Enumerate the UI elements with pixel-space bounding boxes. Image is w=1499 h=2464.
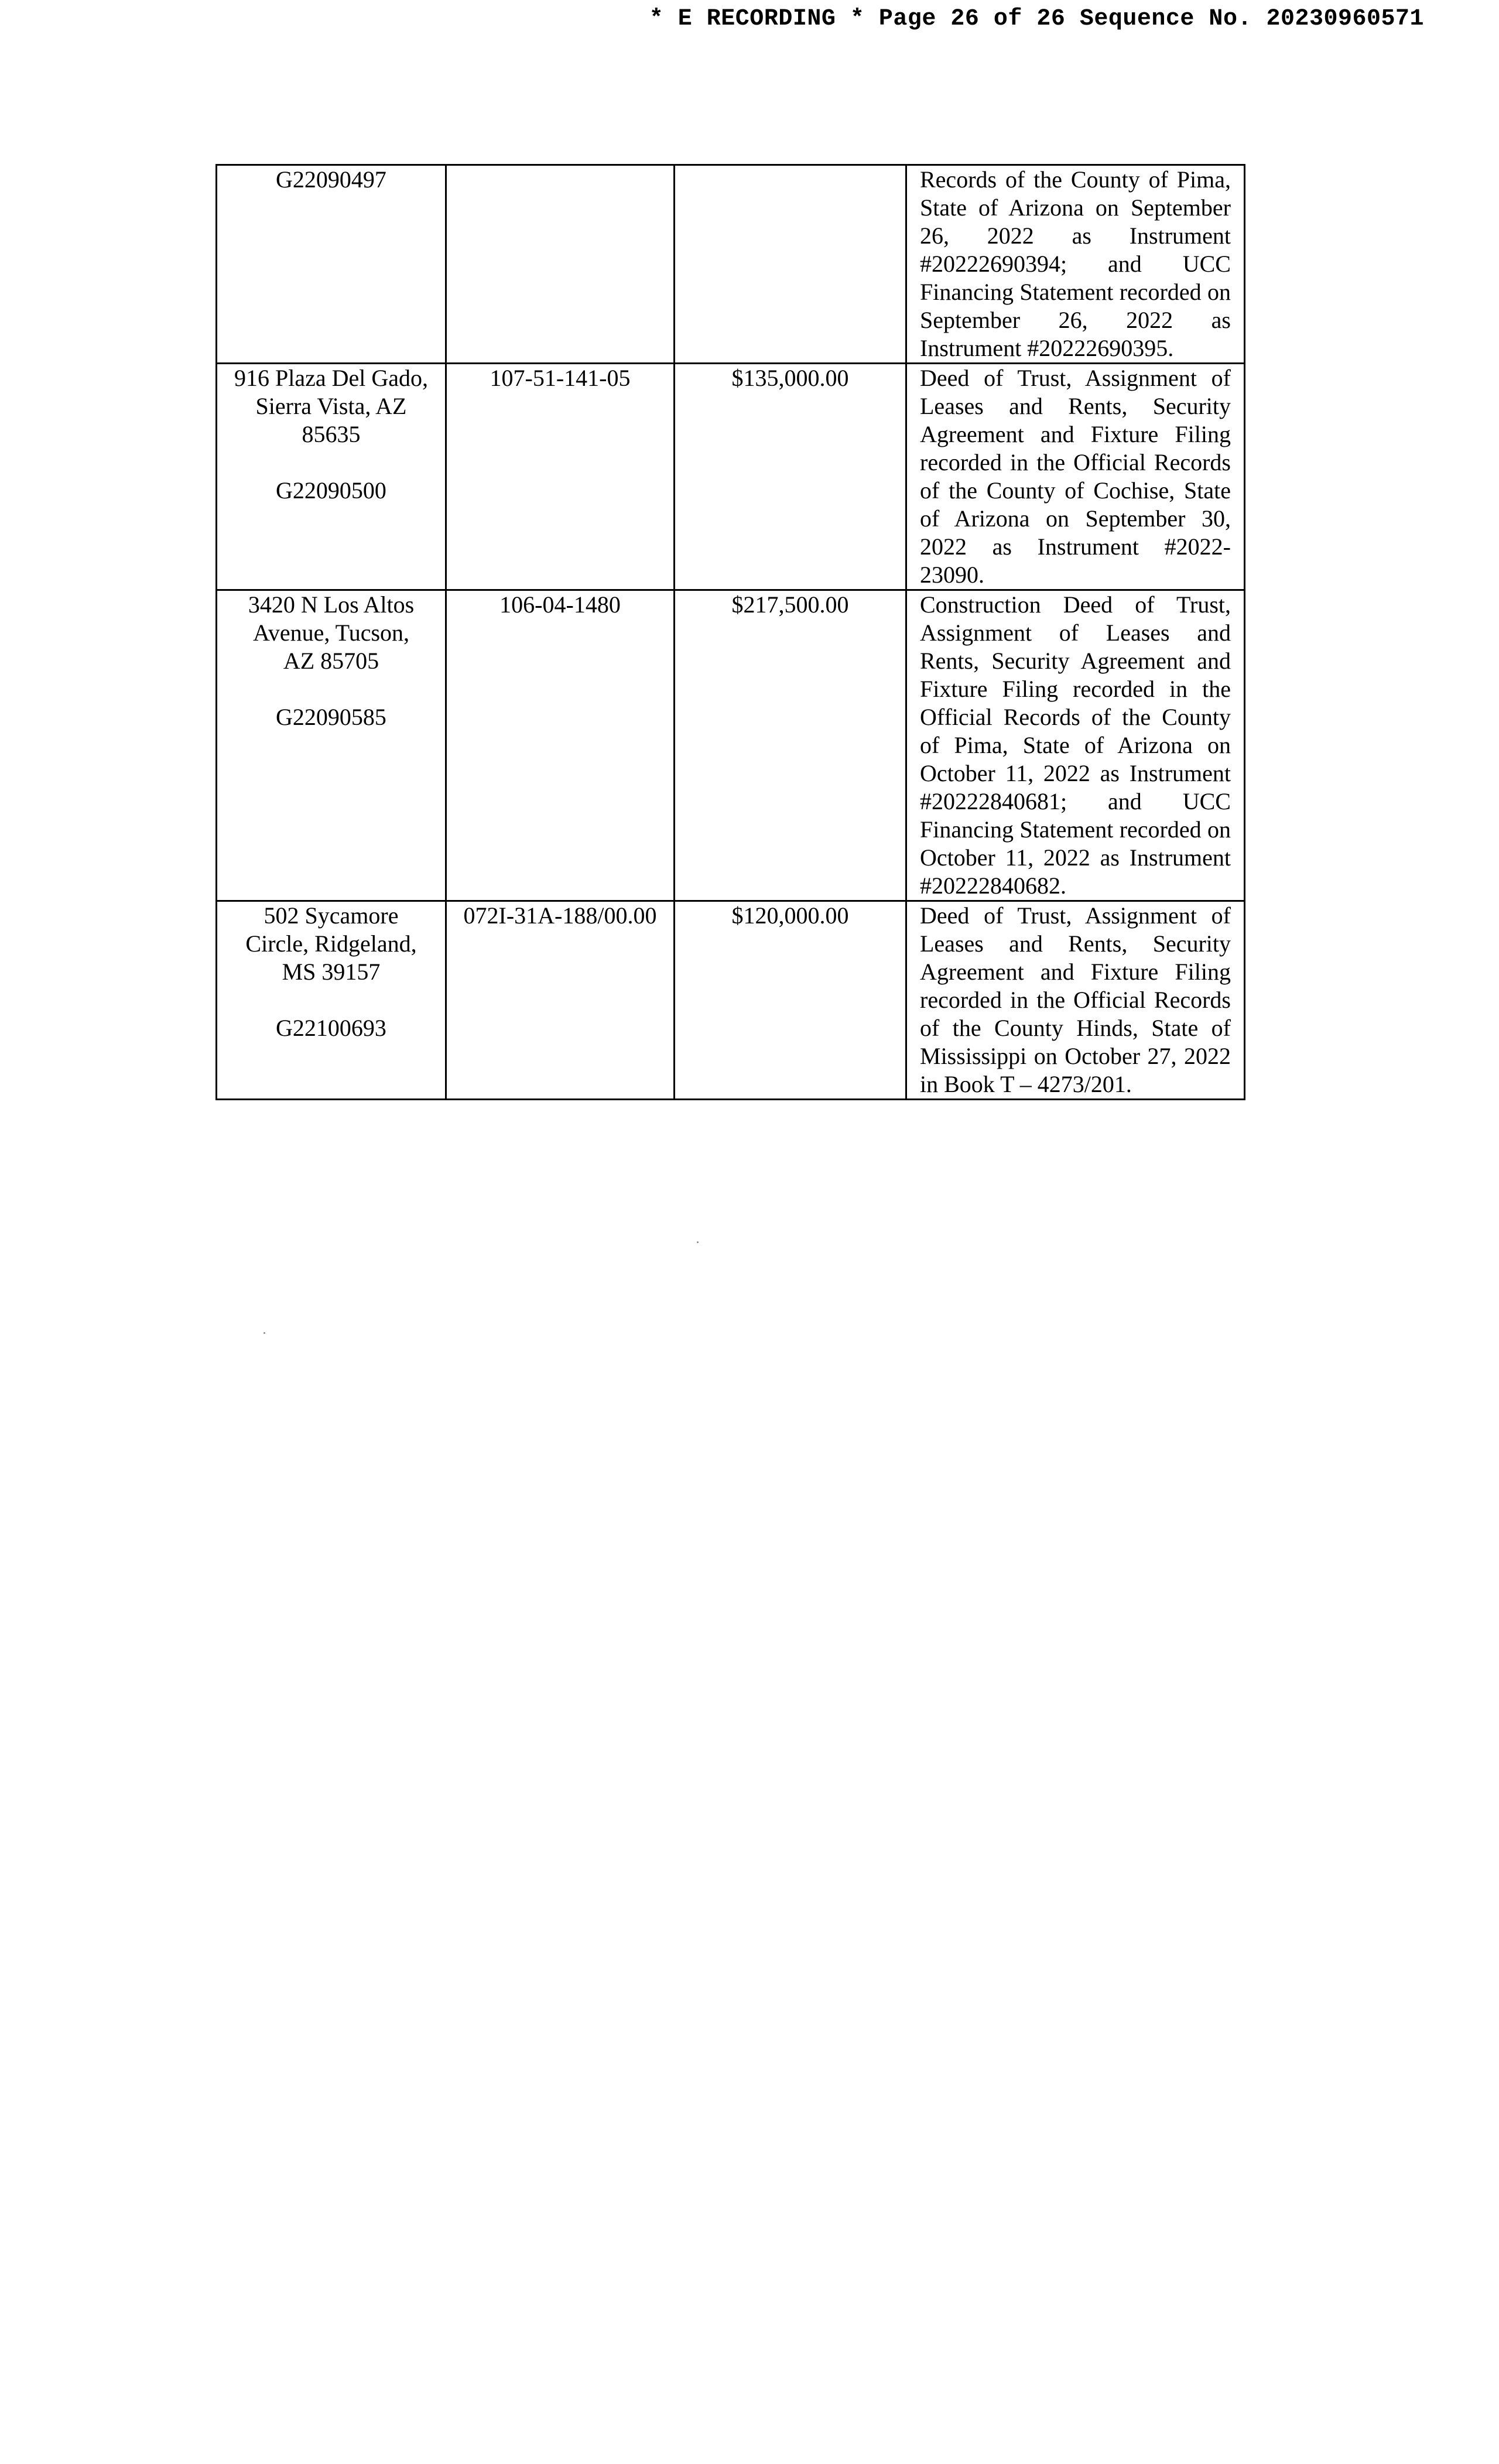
loan-id: G22090585 xyxy=(276,704,386,730)
property-cell xyxy=(217,165,446,364)
amount-cell: $217,500.00 xyxy=(675,590,906,901)
address-line: Sierra Vista, AZ xyxy=(255,393,407,419)
description-cell: Construction Deed of Trust, Assignment of Leases and Rents, Security Agreement and Fixture Filing recorded in the Official Records of the County of Pima, State of Arizona on October 11, 2022 as Instrument #20222840681; and UCC Financing Statement recorded on October 11, 2022 as Instrument #20222840682. xyxy=(906,590,1245,901)
amount-cell: $135,000.00 xyxy=(675,364,906,590)
description-cell: Records of the County of Pima, State of Arizona on September 26, 2022 as Instrument #20222690394; and UCC Financing Statement recorded on September 26, 2022 as Instrument #20222690395. xyxy=(906,165,1245,364)
description-cell: Deed of Trust, Assignment of Leases and Rents, Security Agreement and Fixture Filing recorded in the Official Records of the County Hinds, State of Mississippi on October 27, 2022 in Book T – 4273/201. xyxy=(906,901,1245,1100)
property-cell xyxy=(217,590,446,901)
address-line: MS 39157 xyxy=(282,959,381,985)
address-line: 502 Sycamore xyxy=(263,902,399,929)
table-row xyxy=(217,165,1245,364)
property-cell xyxy=(217,364,446,590)
loan-id: G22090497 xyxy=(276,166,386,193)
loan-id: G22100693 xyxy=(276,1015,386,1041)
address-line: Circle, Ridgeland, xyxy=(245,930,417,957)
parcel-cell: 107-51-141-05 xyxy=(446,364,675,590)
amount-cell: $120,000.00 xyxy=(675,901,906,1100)
address-line: 916 Plaza Del Gado, xyxy=(234,365,428,391)
loan-id: G22090500 xyxy=(276,477,386,504)
table-row xyxy=(217,590,1245,901)
address-line: 85635 xyxy=(302,421,361,447)
property-records-table xyxy=(215,164,1245,1100)
table-row xyxy=(217,901,1245,1100)
address-line: AZ 85705 xyxy=(283,648,379,674)
amount-cell xyxy=(675,165,906,364)
scan-speck xyxy=(263,1332,265,1334)
parcel-cell: 106-04-1480 xyxy=(446,590,675,901)
table-row xyxy=(217,364,1245,590)
property-cell xyxy=(217,901,446,1100)
parcel-cell: 072I-31A-188/00.00 xyxy=(446,901,675,1100)
parcel-cell xyxy=(446,165,675,364)
address-line: 3420 N Los Altos xyxy=(248,591,415,618)
address-line: Avenue, Tucson, xyxy=(252,620,410,646)
recording-header: * E RECORDING * Page 26 of 26 Sequence No. 20230960571 xyxy=(649,6,1424,32)
scan-speck xyxy=(697,1241,699,1243)
description-cell: Deed of Trust, Assignment of Leases and Rents, Security Agreement and Fixture Filing recorded in the Official Records of the County of Cochise, State of Arizona on September 30, 2022 as Instrument #2022-23090. xyxy=(906,364,1245,590)
